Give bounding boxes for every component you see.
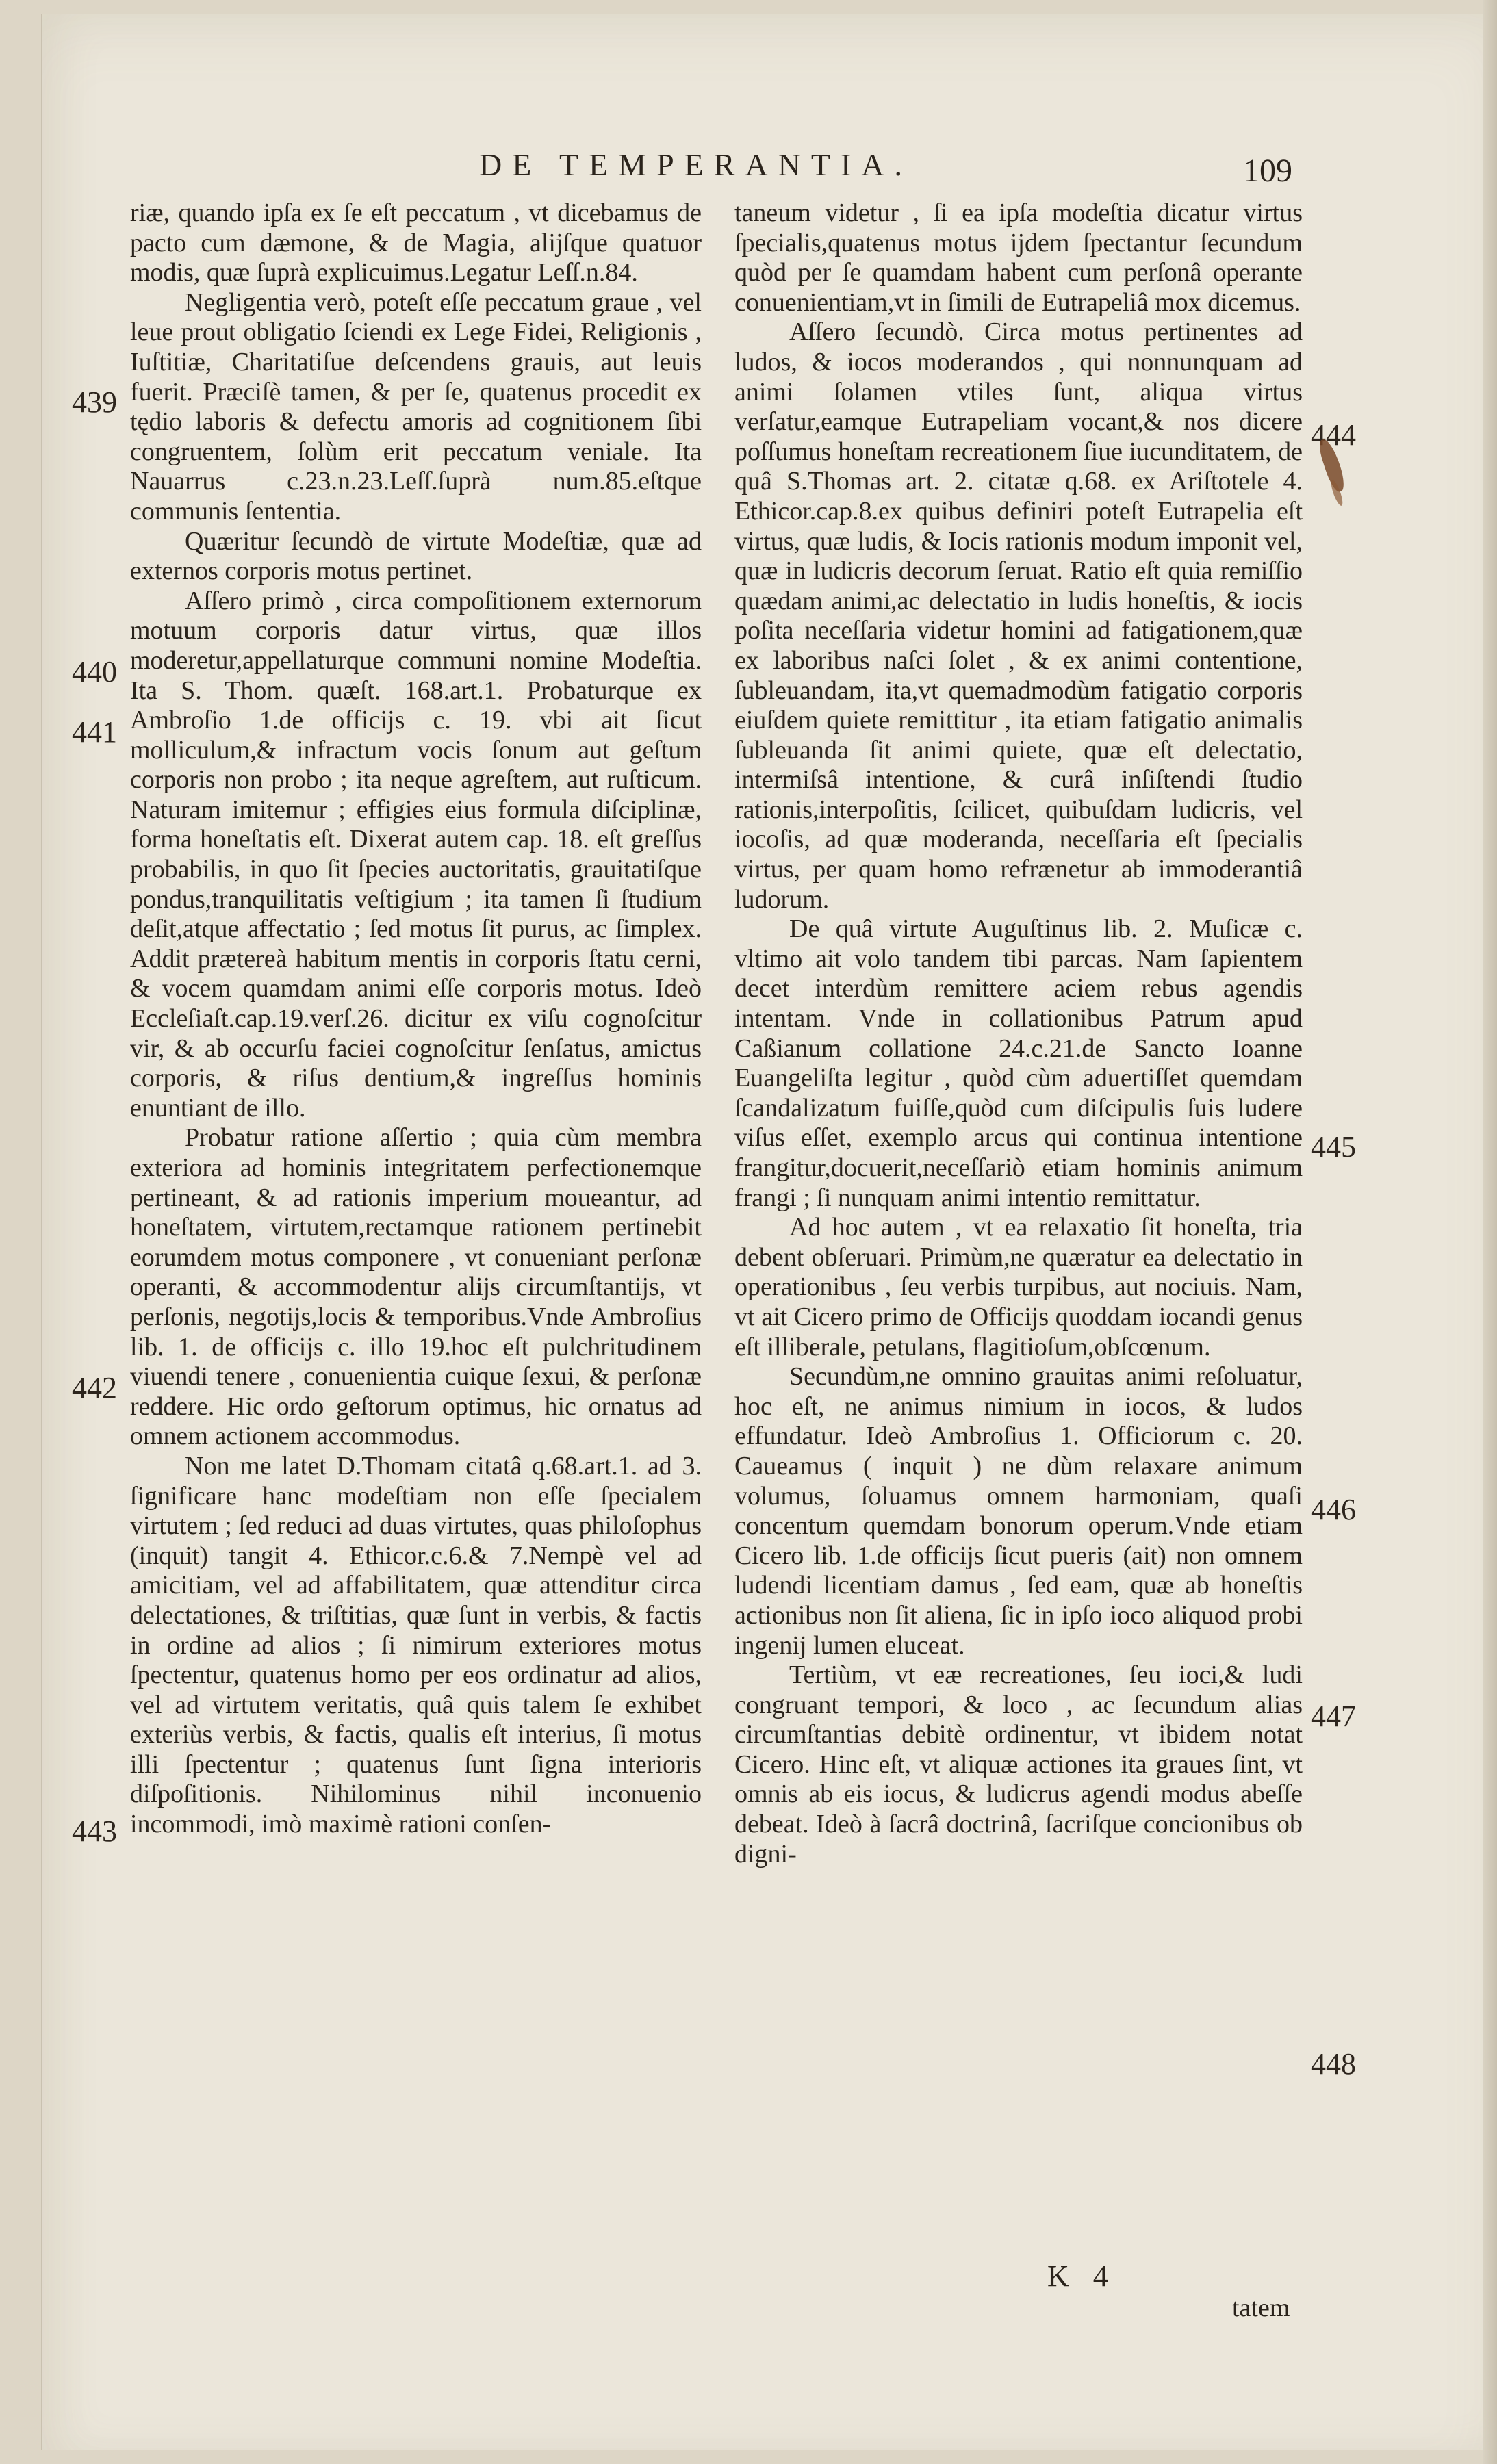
paragraph: Non me latet D.Thomam citatâ q.68.art.1. ad 3. ſignificare hanc modeſtiam non eſſe ſpecialem virtutem ; ſed reduci ad duas virtutes, quas philoſophus (inquit) tangit 4. Ethicor.c.6.& 7.Nempè vel ad amicitiam, vel ad affabilitatem, quæ attenditur circa delectationes, & triſtitias, quæ ſunt in verbis, & factis in ordine ad alios ; ſi nimirum exteriores motus ſpectentur, quatenus homo per eos ordinatur ad alios, vel ad virtutem veritatis, quâ quis talem ſe exhibet exteriùs verbis, & factis, qualis eſt interius, ſi motus illi ſpectentur ; quatenus ſunt ſigna interioris diſpoſitionis. Nihilominus nihil inconuenio incommodi, imò maximè rationi conſen-	[130, 1451, 702, 1839]
paragraph: Aſſero ſecundò. Circa motus pertinentes ad ludos, & iocos moderandos , qui nonnunquam ad animi ſolamen vtiles ſunt, aliqua virtus verſatur,eamque Eutrapeliam vocant,& nos dicere poſſumus honeſtam recreationem ſiue iucunditatem, de quâ S.Thomas art. 2. citatæ q.68. ex Ariſtotele 4. Ethicor.cap.8.ex quibus definiri poteſt Eutrapelia eſt virtus, quæ ludis, & Iocis rationis modum imponit vel, quæ in ludicris decorum ſeruat. Ratio eſt quia remiſſio quædam animi,ac delectatio in ludis honeſtis, & iocis poſita neceſſaria videtur homini ad fatigationem,quæ ex laboribus naſci ſolet , & ex animi contentione, ſubleuandam, ita,vt quemadmodùm fatigatio corporis eiuſdem quiete remittitur , ita etiam fatigatio animalis ſubleuanda ſit animi quiete, quæ eſt delectatio, intermiſsâ intentione, & curâ inſiſtendi ſtudio rationis,interpoſitis, ſcilicet, quibuſdam ludicris, vel iocoſis, ad quæ moderanda, neceſſaria eſt ſpecialis virtus, per quam homo refrænetur ab immoderantiâ ludorum.	[734, 318, 1303, 914]
paragraph: Quæritur ſecundò de virtute Modeſtiæ, quæ ad externos corporis motus pertinet.	[130, 526, 702, 586]
paragraph: taneum videtur , ſi ea ipſa modeſtia dicatur virtus ſpecialis,quatenus motus ijdem ſpectantur ſecundum quòd per ſe quamdam habent cum perſonâ operante conuenientiam,vt in ſimili de Eutrapeliâ mox dicemus.	[734, 198, 1303, 317]
right-column	[734, 198, 1303, 1869]
margin-number: 440	[72, 655, 117, 689]
page-edge	[1483, 0, 1497, 2464]
page-number: 109	[1243, 153, 1292, 189]
paragraph: Negligentia verò, poteſt eſſe peccatum graue , vel leue prout obligatio ſciendi ex Lege Fidei, Religionis , Iuſtitiæ, Charitatiſue deſcendens grauis, aut leuis fuerit. Præciſè tamen, & per ſe, quatenus procedit ex tędio laboris & defectu amoris ad cognitionem ſibi congruentem, ſolùm erit peccatum veniale. Ita Nauarrus c.23.n.23.Leſſ.ſuprà num.85.eſtque communis ſententia.	[130, 287, 702, 526]
paragraph: Probatur ratione aſſertio ; quia cùm membra exteriora ad hominis integritatem perfectionemque pertineant, & ad rationis imperium moueantur, ad honeſtatem, virtutem,rectamque rationem pertinebit eorumdem motus componere , vt conueniant perſonæ operanti, & accommodentur alijs circumſtantijs, vt perſonis, negotijs,locis & temporibus.Vnde Ambroſius lib. 1. de officijs c. illo 19.hoc eſt pulchritudinem viuendi tenere , conuenientia cuique ſexui, & perſonæ reddere. Hic ordo geſtorum optimus, hic ornatus ad omnem actionem accommodus.	[130, 1123, 702, 1451]
margin-number: 444	[1311, 418, 1356, 452]
signature-mark: K 4	[1047, 2259, 1116, 2293]
paragraph: Secundùm,ne omnino grauitas animi reſoluatur, hoc eſt, ne animus nimium in iocos, & ludos effundatur. Ideò Ambroſius 1. Officiorum c. 20. Caueamus ( inquit ) ne dùm relaxare animum volumus, ſoluamus omnem harmoniam, quaſi concentum quemdam bonorum operum.Vnde etiam Cicero lib. 1.de officijs ſicut pueris (ait) non omnem ludendi licentiam damus , ſed eam, quæ ab honeſtis actionibus non ſit aliena, ſic in ipſo ioco aliquod probi ingenij lumen eluceat.	[734, 1362, 1303, 1660]
paragraph: Aſſero primò , circa compoſitionem externorum motuum corporis datur virtus, quæ illos moderetur,appellaturque communi nomine Modeſtia. Ita S. Thom. quæſt. 168.art.1. Probaturque ex Ambroſio 1.de officijs c. 19. vbi ait ſicut molliculum,& infractum vocis ſonum aut geſtum corporis non probo ; ita neque agreſtem, aut ruſticum. Naturam imitemur ; effigies eius formula diſciplinæ, forma honeſtatis eſt. Dixerat autem cap. 18. eſt greſſus probabilis, in quo ſit ſpecies auctoritatis, grauitatiſque pondus,tranquilitatis veſtigium ; ita tamen ſi ſtudium deſit,atque affectatio ; ſed motus ſit purus, ac ſimplex. Addit prætereà habitum mentis in corporis ſtatu cerni, & vocem quamdam animi eſſe corporis motus. Ideò Eccleſiaſt.cap.19.verſ.26. dicitur ex viſu cognoſcitur vir, & ab occurſu faciei cognoſcitur ſenſatus, amictus corporis, & riſus dentium,& ingreſſus hominis enuntiant de illo.	[130, 586, 702, 1122]
margin-number: 448	[1311, 2047, 1356, 2081]
catchword: tatem	[1232, 2294, 1290, 2322]
margin-number: 447	[1311, 1699, 1356, 1733]
paragraph: Tertiùm, vt eæ recreationes, ſeu ioci,& ludi congruant tempori, & loco , ac ſecundum alias circumſtantias debitè ordinentur, vt ibidem notat Cicero. Hinc eſt, vt aliquæ actiones ita graues ſint, vt omnis ab eis iocus, & ludicrus agendi modus abeſſe debeat. Ideò à ſacrâ doctrinâ, ſacriſque concionibus ob digni-	[734, 1660, 1303, 1869]
margin-number: 443	[72, 1814, 117, 1848]
margin-number: 441	[72, 715, 117, 749]
paragraph: riæ, quando ipſa ex ſe eſt peccatum , vt dicebamus de pacto cum dæmone, & de Magia, alijſque quatuor modis, quæ ſuprà explicuimus.Legatur Leſſ.n.84.	[130, 198, 702, 287]
paragraph: De quâ virtute Auguſtinus lib. 2. Muſicæ c. vltimo ait volo tandem tibi parcas. Nam ſapientem decet interdùm remittere aciem rebus agendis intentam. Vnde in collationibus Patrum apud Caßianum collatione 24.c.21.de Sancto Ioanne Euangeliſta legitur , quòd cùm aduertiſſet quemdam ſcandalizatum fuiſſe,quòd cum diſcipulis ſuis ludere viſus eſſet, exemplo arcus qui continua intentione frangitur,docuerit,neceſſariò etiam hominis animum frangi ; ſi nunquam animi intentio remittatur.	[734, 914, 1303, 1212]
left-column	[130, 198, 702, 1840]
running-title: DE TEMPERANTIA.	[479, 147, 913, 182]
margin-number: 445	[1311, 1130, 1356, 1164]
paragraph: Ad hoc autem , vt ea relaxatio ſit honeſta, tria debent obſeruari. Primùm,ne quæratur ea delectatio in operationibus , ſeu verbis turpibus, aut nociuis. Nam, vt ait Cicero primo de Officijs quoddam iocandi genus eſt illiberale, petulans, flagitioſum,obſcœnum.	[734, 1213, 1303, 1361]
margin-number: 439	[72, 385, 117, 419]
margin-number: 442	[72, 1371, 117, 1404]
margin-number: 446	[1311, 1493, 1356, 1526]
